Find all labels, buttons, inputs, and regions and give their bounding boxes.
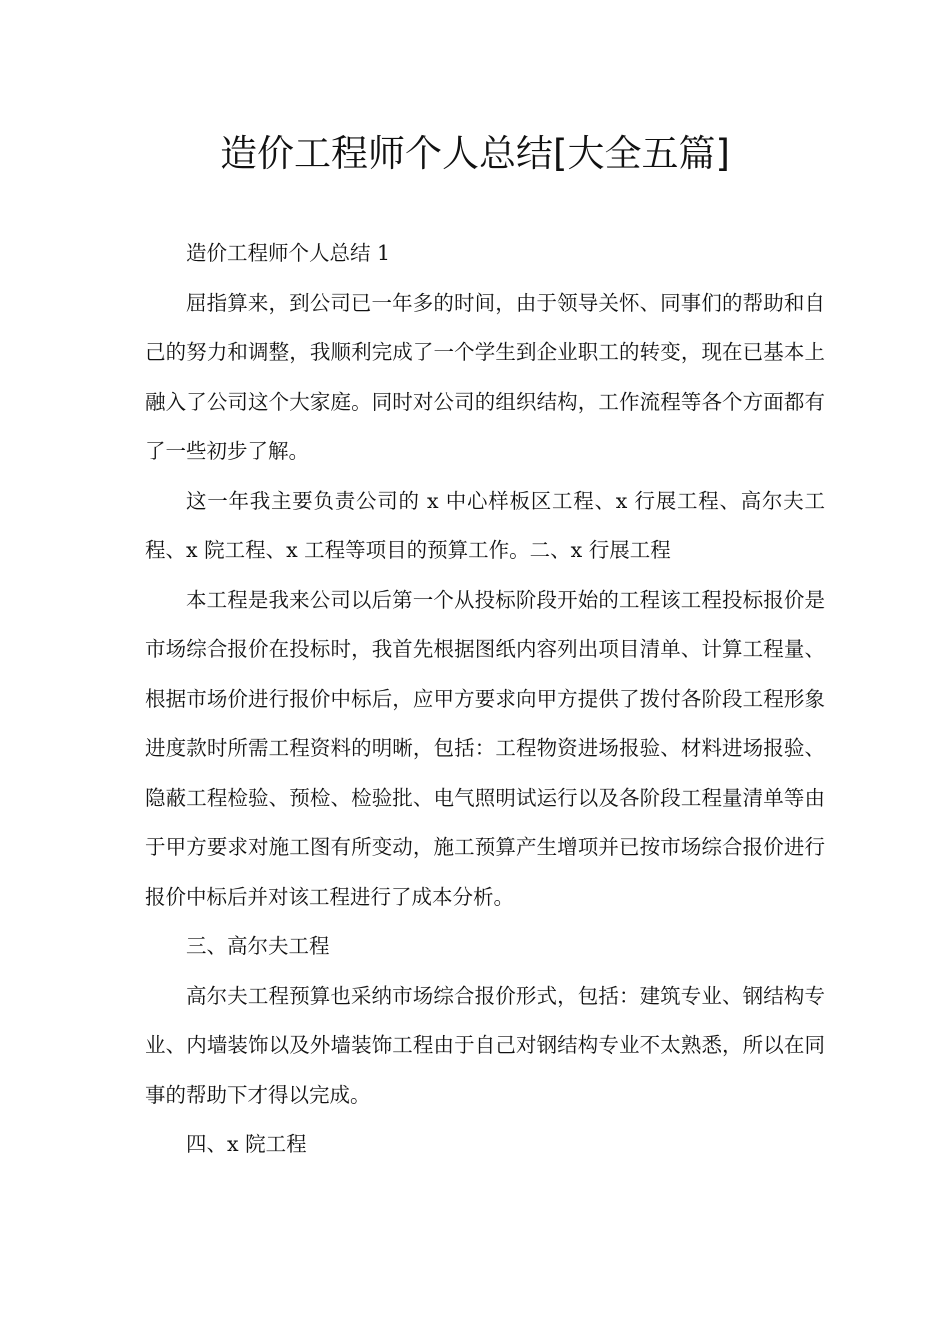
document-body [145, 229, 825, 1170]
section-heading-summary-1: 造价工程师个人总结 1 [186, 241, 391, 265]
paragraph-exhibition-project: 本工程是我来公司以后第一个从投标阶段开始的工程该工程投标报价是市场综合报价在投标时，我首先根据图纸内容列出项目清单、计算工程量、根据市场价进行报价中标后，应甲方要求向甲方提供了拨付各阶段工程形象进度款时所需工程资料的明晰，包括：工程物资进场报验、材料进场报验、隐蔽工程检验、预检、检验批、电气照明试运行以及各阶段工程量清单等由于甲方要求对施工图有所变动，施工预算产生增项并已按市场综合报价进行报价中标后并对该工程进行了成本分析。 [145, 587, 825, 909]
section-heading-golf: 三、高尔夫工程 [186, 934, 330, 958]
document-title: 造价工程师个人总结[大全五篇] [220, 132, 730, 175]
paragraph-intro: 屈指算来，到公司已一年多的时间，由于领导关怀、同事们的帮助和自己的努力和调整，我顺利完成了一个学生到企业职工的转变，现在已基本上融入了公司这个大家庭。同时对公司的组织结构，工作流程等各个方面都有了一些初步了解。 [145, 290, 825, 463]
section-heading-institute: 四、x 院工程 [186, 1132, 307, 1156]
paragraph-projects: 这一年我主要负责公司的 x 中心样板区工程、x 行展工程、高尔夫工程、x 院工程、x 工程等项目的预算工作。二、x 行展工程 [145, 488, 825, 562]
paragraph-golf-project: 高尔夫工程预算也采纳市场综合报价形式，包括：建筑专业、钢结构专业、内墙装饰以及外墙装饰工程由于自己对钢结构专业不太熟悉，所以在同事的帮助下才得以完成。 [145, 983, 825, 1107]
